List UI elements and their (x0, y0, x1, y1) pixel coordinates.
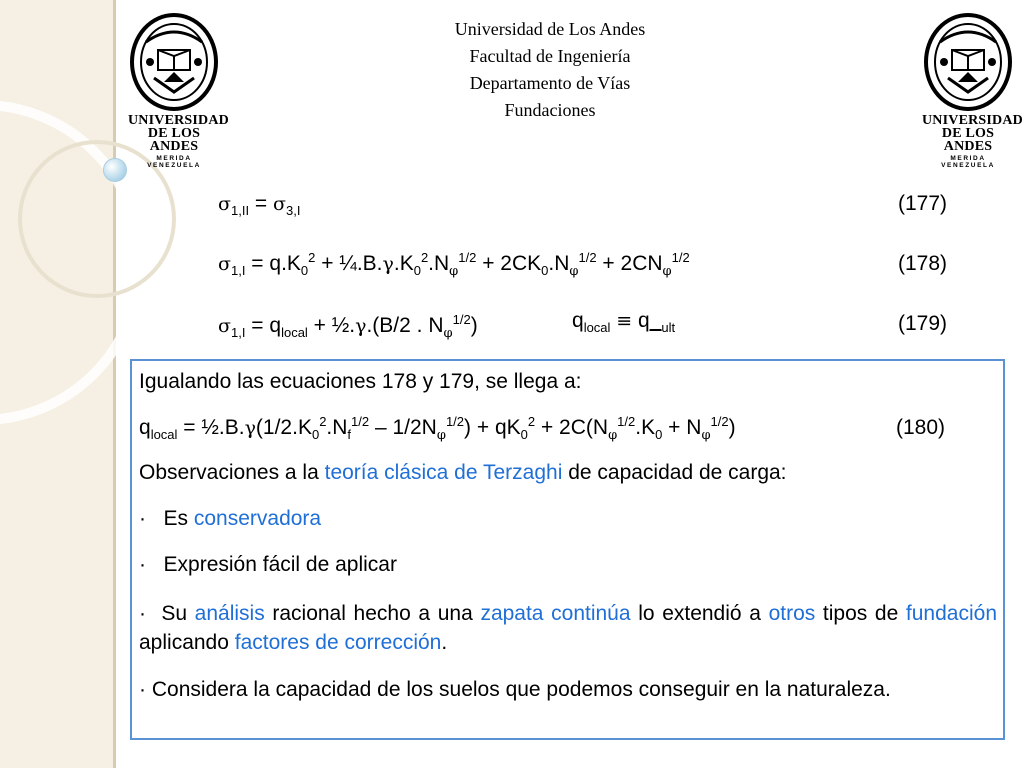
zapata-continua-link[interactable]: zapata continúa (480, 602, 631, 625)
analysis-text-4: tipos de (815, 602, 906, 625)
analysis-text-5: aplicando (139, 631, 235, 654)
logo-place: MERIDA VENEZUELA (941, 155, 995, 169)
analysis-text-3: lo extendió a (630, 602, 769, 625)
analysis-text-2: racional hecho a una (264, 602, 481, 625)
equation-number-179: (179) (898, 312, 948, 335)
equation-180: $q_{local}$ = $\frac{1}{2}.B.\gamma(1/2.K_0^2.N_f^{1/2} - 1/2N_\varphi^{1/2}) + qK_0^2 + 2C(N_\varphi^{1/2}.K_0 + N_\varphi^{1/2})$ (139, 414, 736, 443)
slide-header (340, 16, 760, 124)
factores-correccion-link[interactable]: factores de corrección (234, 631, 442, 654)
bullet-dot: · (139, 507, 146, 530)
bullet-conservative (139, 507, 321, 531)
equation-177: $\sigma_{1,II} = \sigma_{3,I}$ (218, 192, 301, 218)
bullet-text: Es (163, 507, 194, 530)
logo-name-line1: UNIVERSIDAD (128, 113, 229, 128)
header-faculty: Facultad de Ingeniería (469, 46, 631, 66)
otros-link[interactable]: otros (768, 602, 816, 625)
analysis-text-1: Su (161, 602, 195, 625)
header-department: Departamento de Vías (469, 73, 631, 93)
logo-name-line2: DE LOS ANDES (941, 126, 995, 154)
bullet-text: Expresión fácil de aplicar (163, 553, 397, 576)
conservadora-link[interactable]: conservadora (193, 507, 322, 530)
soil-capacity-text: Considera la capacidad de los suelos que podemos conseguir en la naturaleza. (151, 678, 891, 701)
observations-suffix: de capacidad de carga: (562, 461, 787, 484)
university-seal-icon (922, 12, 1014, 112)
header-subject: Fundaciones (504, 100, 596, 120)
equation-number-177: (177) (898, 192, 948, 215)
logo-place: MERIDA VENEZUELA (147, 155, 201, 169)
bullet-dot: · (139, 678, 146, 701)
logo-name-line1: UNIVERSIDAD (922, 113, 1023, 128)
intro-text: Igualando las ecuaciones 178 y 179, se llega a: (139, 370, 582, 393)
analysis-text-6: . (441, 631, 448, 654)
bullet-dot: · (139, 553, 146, 576)
university-logo-right (922, 12, 1023, 169)
analisis-link[interactable]: análisis (194, 602, 265, 625)
equation-number-180: (180) (896, 416, 946, 439)
equation-qlocal-equivalence: $q_{local}$ ≡ $q\__{ult}$ (572, 309, 676, 335)
equation-number-178: (178) (898, 252, 948, 275)
university-seal-icon (128, 12, 220, 112)
logo-name-line2: DE LOS ANDES (147, 126, 201, 154)
decorative-bubble-icon (103, 158, 127, 182)
bullet-dot: · (139, 602, 146, 625)
bullet-soil-capacity (139, 675, 997, 704)
fundacion-link[interactable]: fundación (905, 602, 997, 625)
bullet-analysis (139, 599, 997, 657)
header-university: Universidad de Los Andes (454, 19, 646, 39)
university-logo-left (128, 12, 229, 169)
terzaghi-link[interactable]: teoría clásica de Terzaghi (324, 461, 563, 484)
band-edge (113, 0, 116, 768)
bullet-easy (139, 553, 397, 577)
equation-179: $\sigma_{1,I} = q_{local}$ + ½.γ.(B/2 . $N_\varphi^{1/2}$) (218, 312, 478, 341)
equation-178: $\sigma_{1,I} = q.K_0^2$ + $\frac{1}{4}.B.\gamma.K_0^2.N_\varphi^{1/2} + 2CK_0.N_\varphi^{1/2} + 2CN_\varphi^{1/2}$ (218, 250, 690, 279)
logo-name (128, 113, 229, 154)
logo-name (922, 113, 1023, 154)
observations-prefix: Observaciones a la (139, 461, 325, 484)
observations-heading (139, 461, 787, 485)
